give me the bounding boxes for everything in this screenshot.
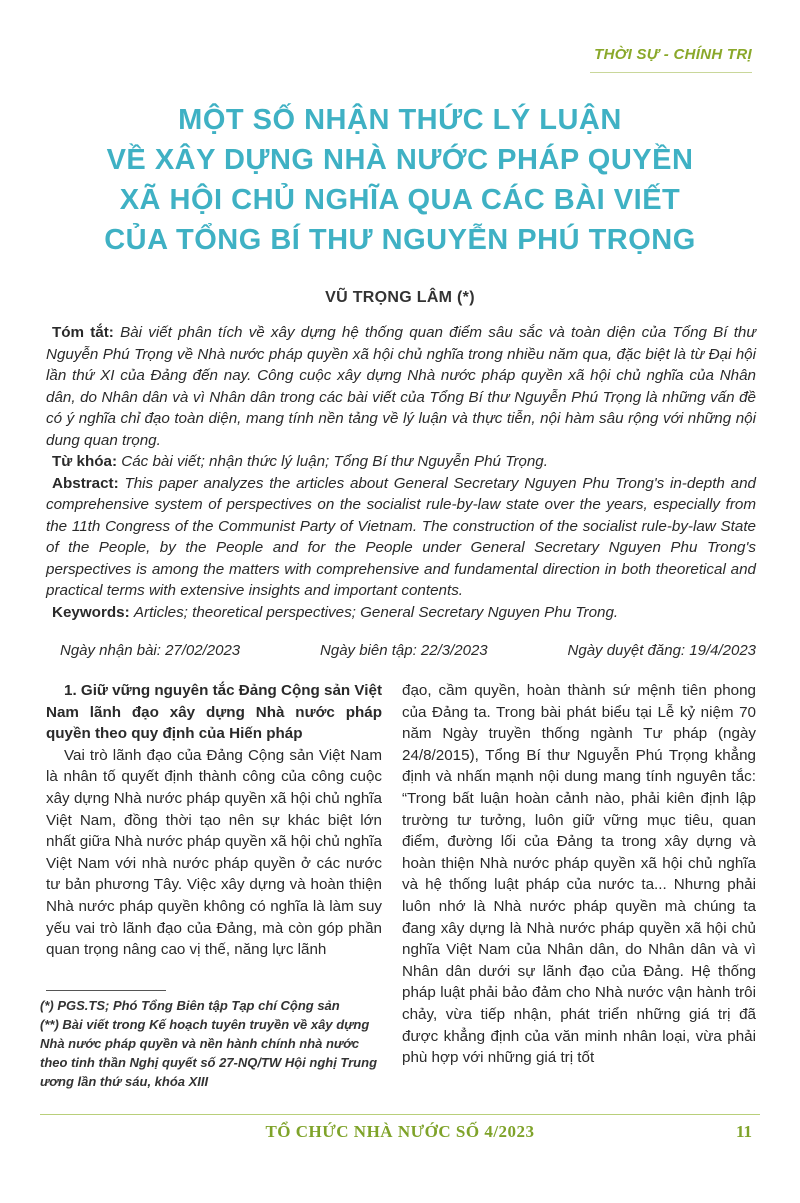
abstract-block [46, 322, 756, 623]
left-paragraph: Vai trò lãnh đạo của Đảng Cộng sản Việt Nam là nhân tố quyết định thành công của công cuộc xây dựng Nhà nước pháp quyền xã hội chủ nghĩa Việt Nam, đồng thời tạo nên sự khác biệt lớn nhất giữa Nhà nước pháp quyền xã hội chủ nghĩa Việt Nam với nhà nước pháp quyền ở các nước tư bản phương Tây. Việc xây dựng và hoàn thiện Nhà nước pháp quyền không có nghĩa là làm suy yếu vai trò lãnh đạo của Đảng, mà còn góp phần quan trọng nâng cao vị thế, năng lực lãnh [46, 746, 382, 959]
title-line-4: CỦA TỔNG BÍ THƯ NGUYỄN PHÚ TRỌNG [104, 224, 696, 256]
page-number: 11 [735, 1122, 752, 1141]
summary-vi [46, 322, 756, 451]
abstract-en-text: This paper analyzes the articles about General Secretary Nguyen Phu Trong's in-depth and comprehensive system of perspectives on the socialist rule-by-law state over the years, especially from the 11th Congress of the Communist Party of Vietnam. The construction of the socialist rule-by-law State of the People, by the People and for the People under General Secretary Nguyen Phu Trong's perspectives is among the matters with comprehensive and fundamental direction in both theoretical and practical terms with extensive insights and important contents. [46, 474, 756, 599]
author: VŨ TRỌNG LÂM (*) [325, 289, 475, 306]
right-paragraph: đạo, cầm quyền, hoàn thành sứ mệnh tiên phong của Đảng ta. Trong bài phát biểu tại Lễ kỷ niệm 70 năm Ngày truyền thống ngành Tư pháp (ngày 24/8/2015), Tổng Bí thư Nguyễn Phú Trọng khẳng định và nhấn mạnh nội dung mang tính nguyên tắc: “Trong bất luận hoàn cảnh nào, phải kiên định lập trường tư tưởng, luôn giữ vững mục tiêu, quan điểm, đường lối của Đảng ta trong xây dựng và hoàn thiện Nhà nước pháp quyền xã hội chủ nghĩa và hệ thống luật pháp của nước ta... Nhưng phải luôn nhớ là Nhà nước pháp quyền mà chúng ta đang xây dựng là Nhà nước pháp quyền xã hội chủ nghĩa Việt Nam của Nhân dân, do Nhân dân và vì Nhân dân dưới sự lãnh đạo của Đảng. Hệ thống pháp luật phải bảo đảm cho Nhà nước vận hành trôi chảy, vừa tiếp nhận, phát triển những giá trị đã được khẳng định của văn minh nhân loại, vừa phải phù hợp với những giá trị tốt [402, 682, 756, 1067]
section-header: THỜI SỰ - CHÍNH TRỊ [594, 46, 752, 63]
article-title [40, 100, 760, 260]
summary-label: Tóm tắt: [52, 324, 114, 341]
date-approved: Ngày duyệt đăng: 19/4/2023 [567, 642, 756, 659]
dates-row [60, 642, 756, 659]
footnote-2: (**) Bài viết trong Kế hoạch tuyên truyền về xây dựng Nhà nước pháp quyền và nền hành chính nhà nước theo tinh thần Nghị quyết số 27-NQ/TW Hội nghị Trung ương lần thứ sáu, khóa XIII [40, 1017, 378, 1089]
footnote-rule [46, 990, 166, 991]
footnote-1: (*) PGS.TS; Phó Tổng Biên tập Tạp chí Cộng sản [40, 998, 340, 1013]
header-rule [590, 72, 752, 73]
keywords-en-label: Keywords: [52, 603, 130, 621]
footer-journal: TỔ CHỨC NHÀ NƯỚC SỐ 4/2023 [265, 1122, 535, 1141]
keywords-vi [46, 451, 756, 473]
keywords-en-text: Articles; theoretical perspectives; General Secretary Nguyen Phu Trong. [133, 603, 619, 621]
date-edited: Ngày biên tập: 22/3/2023 [320, 642, 488, 659]
abstract-en [46, 473, 756, 602]
title-line-1: MỘT SỐ NHẬN THỨC LÝ LUẬN [178, 104, 622, 136]
summary-text: Bài viết phân tích về xây dựng hệ thống quan điểm sâu sắc và toàn diện của Tổng Bí thư Nguyễn Phú Trọng về Nhà nước pháp quyền xã hội chủ nghĩa trong nhiều năm qua, đặc biệt là từ Đại hội lần thứ XI của Đảng đến nay. Công cuộc xây dựng Nhà nước pháp quyền xã hội chủ nghĩa của Nhân dân, do Nhân dân và vì Nhân dân trong các bài viết của Tổng Bí thư Nguyễn Phú Trọng là những vấn đề có ý nghĩa chỉ đạo toàn diện, mang tính nền tảng về lý luận và thực tiễn, nội hàm sâu rộng với những nội dung quan trọng. [46, 324, 756, 449]
keywords-vi-text: Các bài viết; nhận thức lý luận; Tổng Bí thư Nguyễn Phú Trọng. [121, 453, 548, 470]
footnotes [40, 996, 384, 1091]
right-column [402, 680, 756, 1069]
keywords-en [46, 602, 756, 624]
keywords-vi-label: Từ khóa: [52, 453, 117, 470]
title-line-2: VỀ XÂY DỰNG NHÀ NƯỚC PHÁP QUYỀN [106, 144, 694, 176]
footer-rule [40, 1114, 760, 1115]
abstract-en-label: Abstract: [52, 474, 119, 492]
title-line-3: XÃ HỘI CHỦ NGHĨA QUA CÁC BÀI VIẾT [119, 184, 681, 216]
date-received: Ngày nhận bài: 27/02/2023 [60, 642, 241, 659]
left-column [46, 680, 382, 961]
section-heading: 1. Giữ vững nguyên tắc Đảng Cộng sản Việt Nam lãnh đạo xây dựng Nhà nước pháp quyền theo quy định của Hiến pháp [46, 682, 382, 743]
